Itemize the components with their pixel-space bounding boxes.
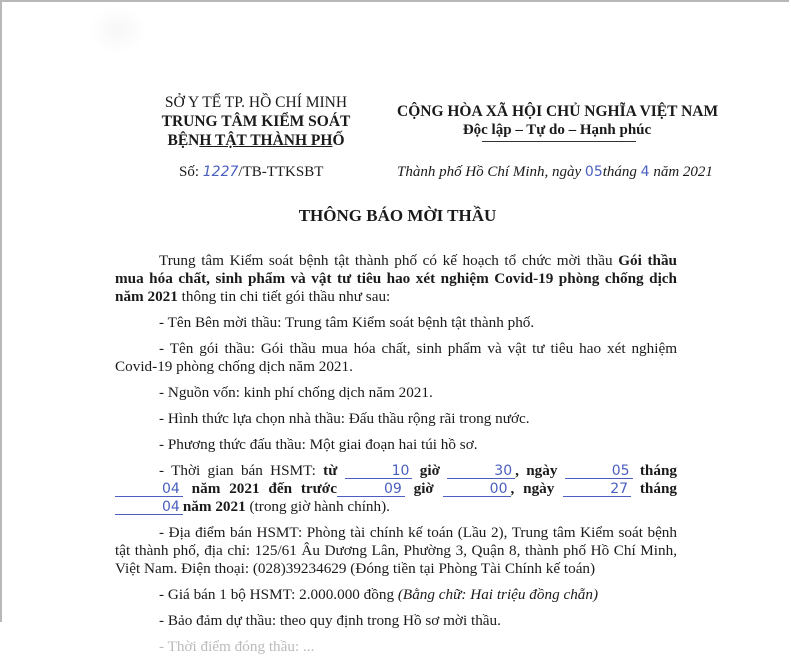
item-value: Đấu thầu rộng rãi trong nước. <box>348 410 530 427</box>
ref-number-handwritten: 1227 <box>202 164 239 180</box>
country-name: CỘNG HÒA XÃ HỘI CHỦ NGHĨA VIỆT NAM <box>397 103 719 120</box>
intro-text: Trung tâm Kiểm soát bệnh tật thành phố có kế hoạch tổ chức mời thầu <box>159 252 619 269</box>
start-day-handwritten: 05 <box>565 464 633 479</box>
intro-paragraph <box>115 252 677 306</box>
agency-name-line1: TRUNG TÂM KIỂM SOÁT <box>161 113 351 130</box>
place-and-date <box>397 164 713 181</box>
hour-word: giờ <box>404 480 443 497</box>
month-word: tháng <box>632 462 678 479</box>
item-selection-form <box>115 410 677 428</box>
item-value: Gói thầu mua hóa chất, sinh phẩm và vật tư tiêu hao xét nghiệm Covid-19 phòng chống dịch năm 2021. <box>115 340 678 375</box>
document-body <box>115 252 677 664</box>
item-label: - Phương thức đấu thầu: <box>159 436 310 453</box>
item-price <box>115 586 677 604</box>
faint-stamp-watermark <box>88 6 148 54</box>
end-hour-handwritten: 09 <box>337 482 405 497</box>
office-hours-note: (trong giờ hành chính). <box>245 498 390 515</box>
national-motto: Độc lập – Tự do – Hạnh phúc <box>462 122 652 138</box>
end-day-handwritten: 27 <box>563 482 631 497</box>
day-word: , ngày <box>515 462 565 479</box>
agency-name-line2 <box>142 131 370 150</box>
agency-parent: SỞ Y TẾ TP. HỒ CHÍ MINH <box>164 94 348 111</box>
intro-tail: thông tin chi tiết gói thầu như sau: <box>177 288 391 305</box>
agency-name-underlined: H TẬT THÀNH PH <box>199 132 333 149</box>
item-bid-guarantee: - Bảo đảm dự thầu: theo quy định trong Hồ sơ mời thầu. <box>159 612 501 629</box>
start-minute-handwritten: 30 <box>447 464 515 479</box>
price-label: - Giá bán 1 bộ HSMT: 2.000.000 đồng <box>159 586 398 603</box>
end-minute-handwritten: 00 <box>443 482 511 497</box>
year-to: năm 2021 đến trước <box>182 480 337 497</box>
hour-word: giờ <box>412 462 448 479</box>
item-sale-location: - Địa điểm bán HSMT: Phòng tài chính kế toán (Lầu 2), Trung tâm Kiểm soát bệnh tật thành phố, địa chỉ: 125/61 Âu Dương Lân, Phường 3, Quận 8, thành phố Hồ Chí Minh, Việt Nam. Điện thoại: (028)39234629 (Đóng tiền tại Phòng Tài Chính kế toán) <box>115 524 677 577</box>
national-header <box>397 102 717 140</box>
year-label: năm 2021 <box>649 164 713 180</box>
motto-underline <box>482 141 636 142</box>
item-label: - Tên gói thầu: <box>159 340 261 357</box>
sale-from: từ <box>323 462 345 479</box>
ref-label: Số: <box>179 164 203 180</box>
start-month-handwritten: 04 <box>115 482 183 497</box>
end-month-handwritten: 04 <box>115 500 183 515</box>
month-label: tháng <box>602 164 641 180</box>
item-sale-time <box>115 462 677 516</box>
item-bidding-method <box>115 436 677 454</box>
agency-name-part: BỆN <box>167 132 200 149</box>
issuing-agency-header <box>142 93 370 150</box>
item-label: - Tên Bên mời thầu: <box>159 314 286 331</box>
item-label: - Nguồn vốn: <box>159 384 244 401</box>
item-value: Trung tâm Kiểm soát bệnh tật thành phố. <box>285 314 535 331</box>
item-funding-source <box>115 384 677 402</box>
item-inviting-party <box>115 314 677 332</box>
end-year: năm 2021 <box>182 498 246 515</box>
ref-suffix: /TB-TTKSBT <box>238 164 324 180</box>
item-value: Một giai đoạn hai túi hồ sơ. <box>309 436 478 453</box>
start-hour-handwritten: 10 <box>345 464 413 479</box>
item-label: - Thời gian bán HSMT: <box>159 462 324 479</box>
place-prefix: Thành phố Hồ Chí Minh, ngày <box>397 164 585 180</box>
document-reference-number <box>179 164 323 181</box>
agency-name-part: Ố <box>332 132 345 149</box>
day-word: , ngày <box>510 480 564 497</box>
item-package-name <box>115 340 677 376</box>
item-cutoff-partial: - Thời điểm đóng thầu: ... <box>159 638 315 655</box>
date-month-handwritten: 4 <box>640 164 650 180</box>
item-label: - Hình thức lựa chọn nhà thầu: <box>159 410 349 427</box>
item-value: kinh phí chống dịch năm 2021. <box>243 384 433 401</box>
date-day-handwritten: 05 <box>584 164 603 180</box>
document-title: THÔNG BÁO MỜI THẦU <box>298 206 497 225</box>
package-name-bold: Gói thầu mua hóa chất, sinh phẩm và vật tư tiêu hao xét nghiệm Covid-19 phòng chống dịch năm 2021 <box>115 252 678 305</box>
month-word: tháng <box>631 480 678 497</box>
price-in-words: (Bằng chữ: Hai triệu đồng chẵn) <box>397 586 599 603</box>
